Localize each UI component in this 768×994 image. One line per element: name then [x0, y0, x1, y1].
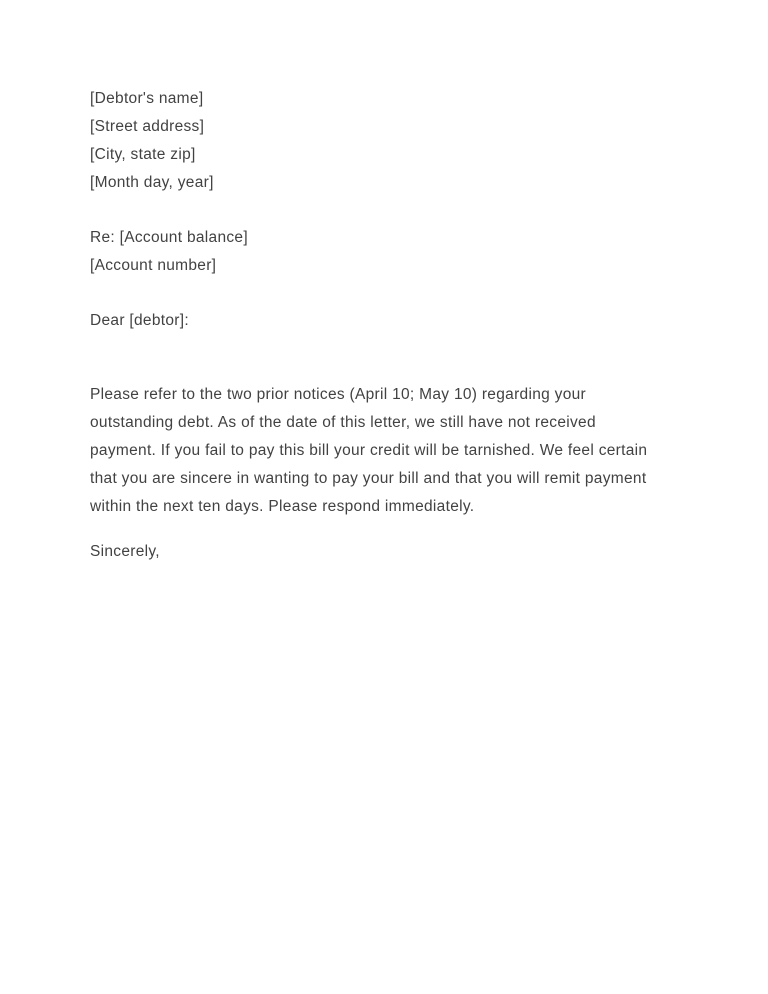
body-paragraph	[90, 381, 678, 521]
account-number-line: [Account number]	[90, 257, 217, 274]
reference-block	[90, 224, 678, 280]
account-balance-line: Re: [Account balance]	[90, 229, 248, 246]
closing-block	[90, 538, 678, 566]
date-line: [Month day, year]	[90, 174, 214, 191]
body-line: payment. If you fail to pay this bill your credit will be tarnished. We feel certain	[90, 442, 648, 459]
salutation-line: Dear [debtor]:	[90, 312, 189, 329]
closing-line: Sincerely,	[90, 543, 160, 560]
body-line: that you are sincere in wanting to pay your bill and that you will remit payment	[90, 470, 647, 487]
street-address-line: [Street address]	[90, 118, 205, 135]
debtor-name-line: [Debtor's name]	[90, 90, 204, 107]
body-line: within the next ten days. Please respond immediately.	[90, 498, 475, 515]
salutation-block	[90, 307, 678, 335]
body-line: Please refer to the two prior notices (April 10; May 10) regarding your	[90, 386, 586, 403]
body-line: outstanding debt. As of the date of this letter, we still have not received	[90, 414, 596, 431]
recipient-block	[90, 85, 678, 197]
city-state-zip-line: [City, state zip]	[90, 146, 196, 163]
